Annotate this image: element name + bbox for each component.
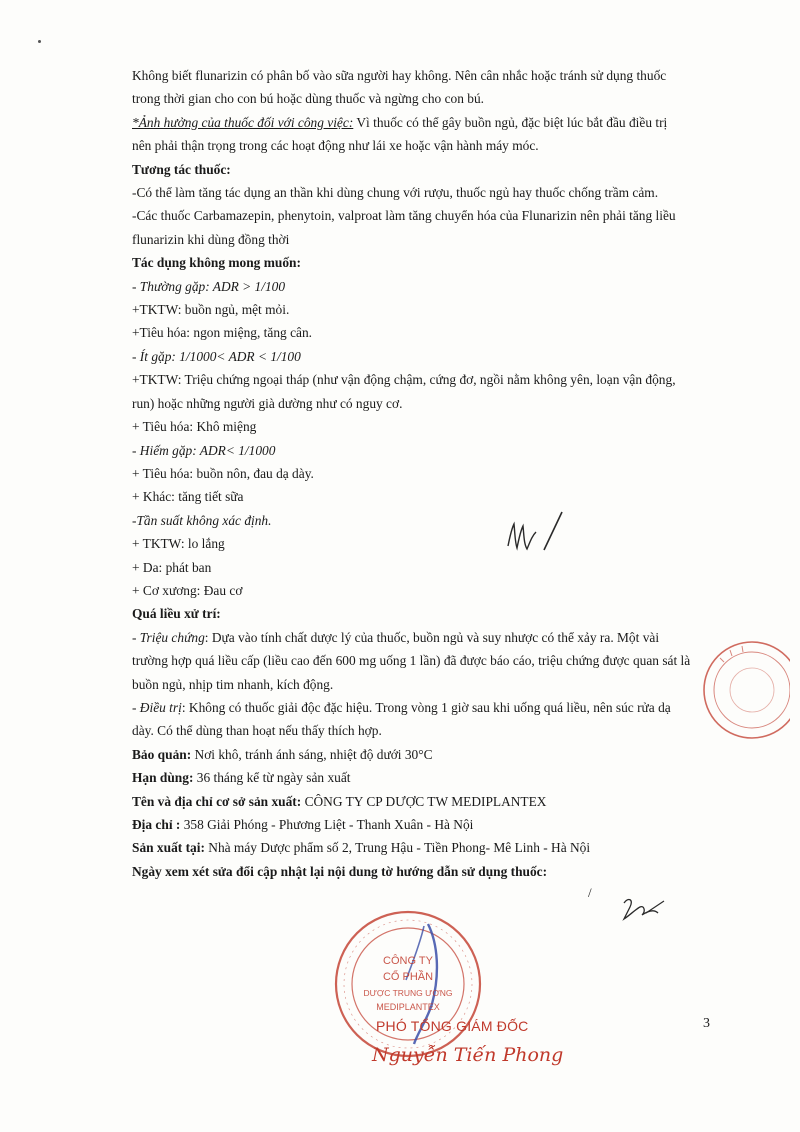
document-line <box>132 813 722 836</box>
line-text: Tương tác thuốc: <box>132 161 231 177</box>
scan-speck <box>38 40 41 43</box>
document-line <box>132 836 722 859</box>
line-text: : Không có thuốc giải độc đặc hiệu. Trong vòng 1 giờ sau khi uống quá liều, nên súc rửa dạ <box>181 699 671 715</box>
document-line <box>132 275 722 298</box>
document-line <box>132 228 722 251</box>
line-text: Nhà máy Dược phẩm số 2, Trung Hậu - Tiền Phong- Mê Linh - Hà Nội <box>204 840 591 856</box>
line-text: Vì thuốc có thể gây buồn ngủ, đặc biệt lúc bắt đầu điều trị <box>353 114 668 130</box>
seal-line-4: MEDIPLANTEX <box>376 1002 440 1012</box>
slash-mark: / <box>588 885 592 900</box>
line-text: +Tiêu hóa: ngon miệng, tăng cân. <box>132 325 312 341</box>
signatory-name: Nguyễn Tiến Phong <box>372 1044 564 1066</box>
document-line <box>132 439 722 462</box>
line-text: Tác dụng không mong muốn: <box>132 255 301 271</box>
document-line <box>132 719 722 742</box>
seal-line-3: DƯỢC TRUNG ƯƠNG <box>363 988 453 998</box>
line-text: Quá liều xử trí: <box>132 606 221 622</box>
document-line <box>132 532 722 555</box>
document-line <box>132 415 722 438</box>
document-line <box>132 158 722 181</box>
signatory-title: PHÓ TỔNG GIÁM ĐỐC <box>376 1018 529 1034</box>
document-line <box>132 251 722 274</box>
document-line <box>132 204 722 227</box>
document-line <box>132 509 722 532</box>
line-text: dày. Có thể dùng than hoạt nếu thấy thích hợp. <box>132 723 382 739</box>
document-body <box>132 64 722 883</box>
handwritten-initial-2 <box>620 893 670 923</box>
line-label: Địa chỉ : <box>132 817 181 832</box>
company-seal-stamp <box>328 904 488 1064</box>
line-text: Không biết flunarizin có phân bố vào sữa người hay không. Nên cân nhắc hoặc tránh sử dụng thuốc <box>132 68 667 83</box>
line-label: Sản xuất tại: <box>132 840 205 856</box>
line-text: + Cơ xương: Đau cơ <box>132 582 243 598</box>
handwritten-initial-1 <box>500 506 570 556</box>
line-text: +TKTW: buồn ngủ, mệt mỏi. <box>132 302 290 318</box>
line-text: flunarizin khi dùng đồng thời <box>132 231 290 247</box>
seal-line-2: CỔ PHẦN <box>382 971 434 983</box>
line-text: nên phải thận trọng trong các hoạt động như lái xe hoặc vận hành máy móc. <box>132 138 539 154</box>
line-text: + Khác: tăng tiết sữa <box>132 489 244 505</box>
document-line <box>132 626 722 649</box>
document-line <box>132 743 722 766</box>
document-line <box>132 64 722 87</box>
document-line <box>132 556 722 579</box>
line-text: 358 Giải Phóng - Phương Liệt - Thanh Xuân - Hà Nội <box>180 817 474 832</box>
document-line <box>132 181 722 204</box>
line-text: - Hiếm gặp: ADR< 1/1000 <box>132 442 276 458</box>
line-text: CÔNG TY CP DƯỢC TW MEDIPLANTEX <box>301 793 547 809</box>
line-text: trong thời gian cho con bú hoặc dùng thuốc và ngừng cho con bú. <box>132 91 485 107</box>
document-line <box>132 860 722 883</box>
document-line <box>132 673 722 696</box>
document-line <box>132 602 722 625</box>
line-label: Tên và địa chỉ cơ sở sản xuất: <box>132 793 302 809</box>
line-text: +TKTW: Triệu chứng ngoại tháp (như vận động chậm, cứng đơ, ngồi nằm không yên, loạn vận động, <box>132 372 676 388</box>
line-label: Bảo quản: <box>132 746 192 762</box>
line-text: -Các thuốc Carbamazepin, phenytoin, valproat làm tăng chuyển hóa của Flunarizin nên phải tăng liều <box>132 208 676 224</box>
document-line <box>132 766 722 789</box>
line-text: + Tiêu hóa: buồn nôn, đau dạ dày. <box>132 465 314 481</box>
document-line <box>132 462 722 485</box>
line-text: -Tần suất không xác định. <box>132 512 272 528</box>
document-line <box>132 345 722 368</box>
line-text: 36 tháng kể từ ngày sản xuất <box>193 770 351 786</box>
seal-line-1: CÔNG TY <box>383 955 433 967</box>
document-line <box>132 87 722 110</box>
line-label: *Ảnh hưởng của thuốc đối với công việc: <box>132 114 354 130</box>
document-line <box>132 368 722 391</box>
document-line <box>132 485 722 508</box>
margin-seal-stamp <box>690 628 790 748</box>
line-label: Hạn dùng: <box>132 770 194 786</box>
document-line <box>132 579 722 602</box>
document-line <box>132 696 722 719</box>
document-line <box>132 321 722 344</box>
document-line <box>132 790 722 813</box>
line-text: + TKTW: lo lắng <box>132 536 225 552</box>
document-line <box>132 111 722 134</box>
line-text: - Thường gặp: ADR > 1/100 <box>132 278 286 294</box>
line-text: trường hợp quá liều cấp (liều cao đến 600 mg uống 1 lần) đã được báo cáo, triệu chứng được quan sát là <box>132 653 691 669</box>
document-line <box>132 298 722 321</box>
line-label: - Triệu chứng <box>132 629 205 645</box>
line-text: + Tiêu hóa: Khô miệng <box>132 419 257 435</box>
page-number: 3 <box>703 1016 710 1031</box>
document-line <box>132 134 722 157</box>
line-text: - Ít gặp: 1/1000< ADR < 1/100 <box>132 348 301 364</box>
document-line <box>132 392 722 415</box>
document-line <box>132 649 722 672</box>
line-text: + Da: phát ban <box>132 559 212 575</box>
line-text: Ngày xem xét sửa đổi cập nhật lại nội dung tờ hướng dẫn sử dụng thuốc: <box>132 863 548 879</box>
line-text: : Dựa vào tính chất dược lý của thuốc, buồn ngủ và suy nhược có thể xảy ra. Một vài <box>204 629 660 645</box>
line-text: run) hoặc những người già dường như có nguy cơ. <box>132 395 403 411</box>
line-text: buồn ngủ, nhịp tim nhanh, kích động. <box>132 676 334 692</box>
line-text: Nơi khô, tránh ánh sáng, nhiệt độ dưới 30°C <box>191 746 433 762</box>
line-label: - Điều trị <box>132 699 182 715</box>
line-text: -Có thể làm tăng tác dụng an thần khi dùng chung với rượu, thuốc ngủ hay thuốc chống trầm cảm. <box>132 185 659 201</box>
